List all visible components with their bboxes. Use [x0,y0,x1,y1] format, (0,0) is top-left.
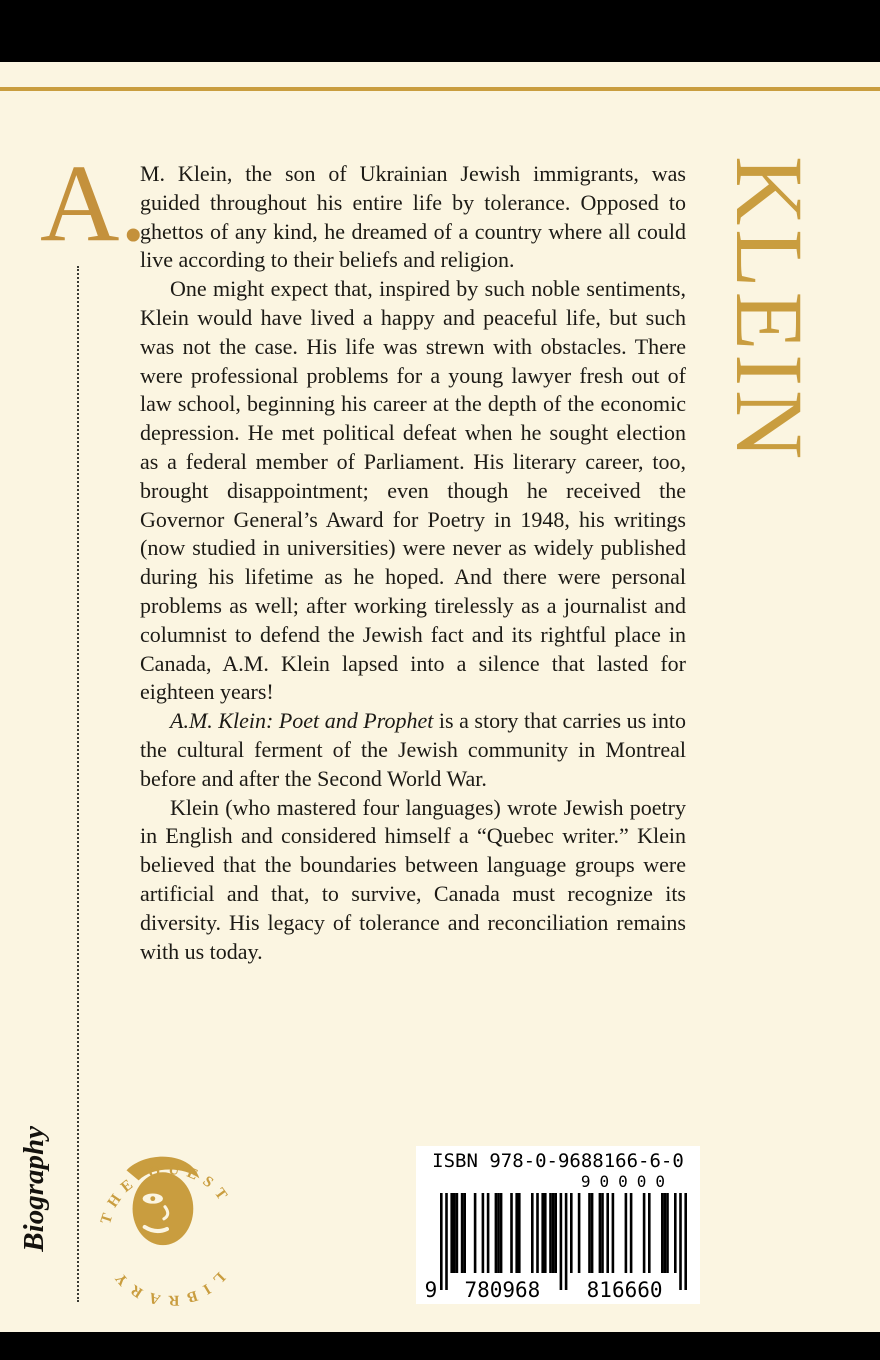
paragraph-3 [140,707,686,793]
spine-title: KLEIN [716,156,823,464]
book-title: A.M. Klein: Poet and Prophet [170,708,434,734]
dotted-divider [77,266,79,1302]
paragraph-4: Klein (who mastered four languages) wrote Jewish poetry in English and considered himself a “Quebec writer.” Klein believed that the boundaries between language groups were artificial and that, to survive, Canada must recognize its diversity. His legacy of tolerance and reconciliation remains with us today. [140,794,686,964]
isbn-label: ISBN 978-0-9688166-6-0 [432,1150,684,1172]
barcode-digit-group: 9 [424,1278,438,1301]
synopsis-text [140,160,686,966]
barcode-digit-group: 816660 [586,1278,663,1301]
logo-circle-text-bottom: LIBRARY [107,1264,229,1309]
gold-rule [0,87,880,91]
drop-cap: A. [40,142,147,264]
top-black-band [0,0,880,62]
paragraph-1: M. Klein, the son of Ukrainian Jewish immigrants, was guided throughout his entire life by tolerance. Opposed to ghettos of any kind, he dreamed of a country where all could live according to their beliefs and religion. [140,161,686,273]
bottom-black-band [0,1332,880,1360]
category-label: Biography [18,1126,50,1252]
publisher-logo [94,1146,246,1316]
svg-text:LIBRARY [108,1264,229,1308]
barcode-addon: 90000 [580,1172,674,1191]
barcode-bars [424,1193,692,1301]
paragraph-2: One might expect that, inspired by such noble sentiments, Klein would have lived a happy and peaceful life, but such was not the case. His life was strewn with obstacles. There were professional problems for a young lawyer fresh out of law school, beginning his career at the depth of the economic depression. He met political defeat when he sought election as a federal member of Parliament. His literary career, too, brought disappointment; even though he received the Governor General’s Award for Poetry in 1948, his writings (now studied in universities) were never as widely published during his lifetime as he hoped. And there were personal problems as well; after working tirelessly as a journalist and columnist to defend the Jewish fact and its rightful place in Canada, A.M. Klein lapsed into a silence that lasted for eighteen years! [140,276,686,705]
barcode-digit-group: 780968 [464,1278,541,1301]
paragraph-3-rest: is a story that carries us into the cultural ferment of the Jewish community in Montreal before and after the Second World War. [140,708,686,791]
barcode-panel [416,1146,700,1304]
logo-circle-text-top: THE QUEST [97,1160,235,1227]
